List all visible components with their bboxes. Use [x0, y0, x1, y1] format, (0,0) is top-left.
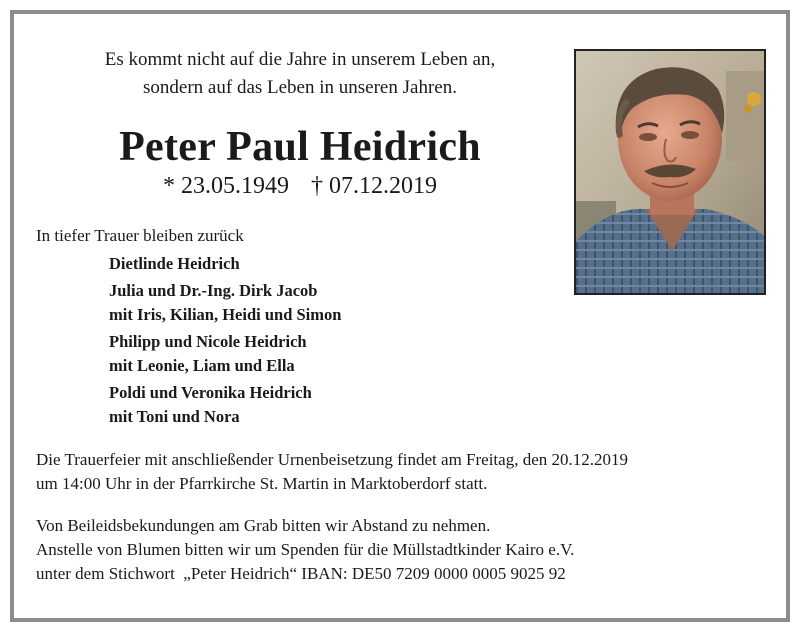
life-dates	[30, 168, 570, 204]
death-date: † 07.12.2019	[311, 173, 437, 199]
service-line: um 14:00 Uhr in der Pfarrkirche St. Martin in Marktoberdorf statt.	[36, 474, 488, 493]
note-line: Anstelle von Blumen bitten wir um Spenden für die Müllstadtkinder Kairo e.V.	[36, 540, 575, 559]
funeral-service-info	[36, 448, 628, 496]
mourner-group	[109, 330, 341, 378]
donation-notes	[36, 514, 574, 586]
birth-date: * 23.05.1949	[163, 173, 289, 199]
mourner-group	[109, 381, 341, 429]
mourner-line: Julia und Dr.-Ing. Dirk Jacob	[109, 281, 318, 300]
deceased-name: Peter Paul Heidrich	[119, 124, 481, 170]
mourner-line: mit Toni und Nora	[109, 407, 240, 426]
mourner-group	[109, 279, 341, 327]
mourners-list	[109, 252, 341, 432]
note-line: unter dem Stichwort „Peter Heidrich“ IBAN: DE50 7209 0000 0005 9025 92	[36, 564, 566, 583]
motto	[30, 46, 570, 102]
mourner-line: mit Iris, Kilian, Heidi und Simon	[109, 305, 342, 324]
mourner-line: Poldi und Veronika Heidrich	[109, 383, 312, 402]
mourner-line: Philipp und Nicole Heidrich	[109, 332, 307, 351]
mourner-group	[109, 252, 341, 276]
motto-line: sondern auf das Leben in unseren Jahren.	[143, 77, 457, 98]
motto-line: Es kommt nicht auf die Jahre in unserem Leben an,	[104, 49, 496, 70]
mourner-line: Dietlinde Heidrich	[109, 254, 240, 273]
service-line: Die Trauerfeier mit anschließender Urnenbeisetzung findet am Freitag, den 20.12.2019	[36, 450, 628, 469]
portrait-photo	[574, 49, 766, 295]
note-line: Von Beileidsbekundungen am Grab bitten wir Abstand zu nehmen.	[36, 516, 491, 535]
mourner-line: mit Leonie, Liam und Ella	[109, 356, 295, 375]
intro-text: In tiefer Trauer bleiben zurück	[36, 226, 244, 245]
